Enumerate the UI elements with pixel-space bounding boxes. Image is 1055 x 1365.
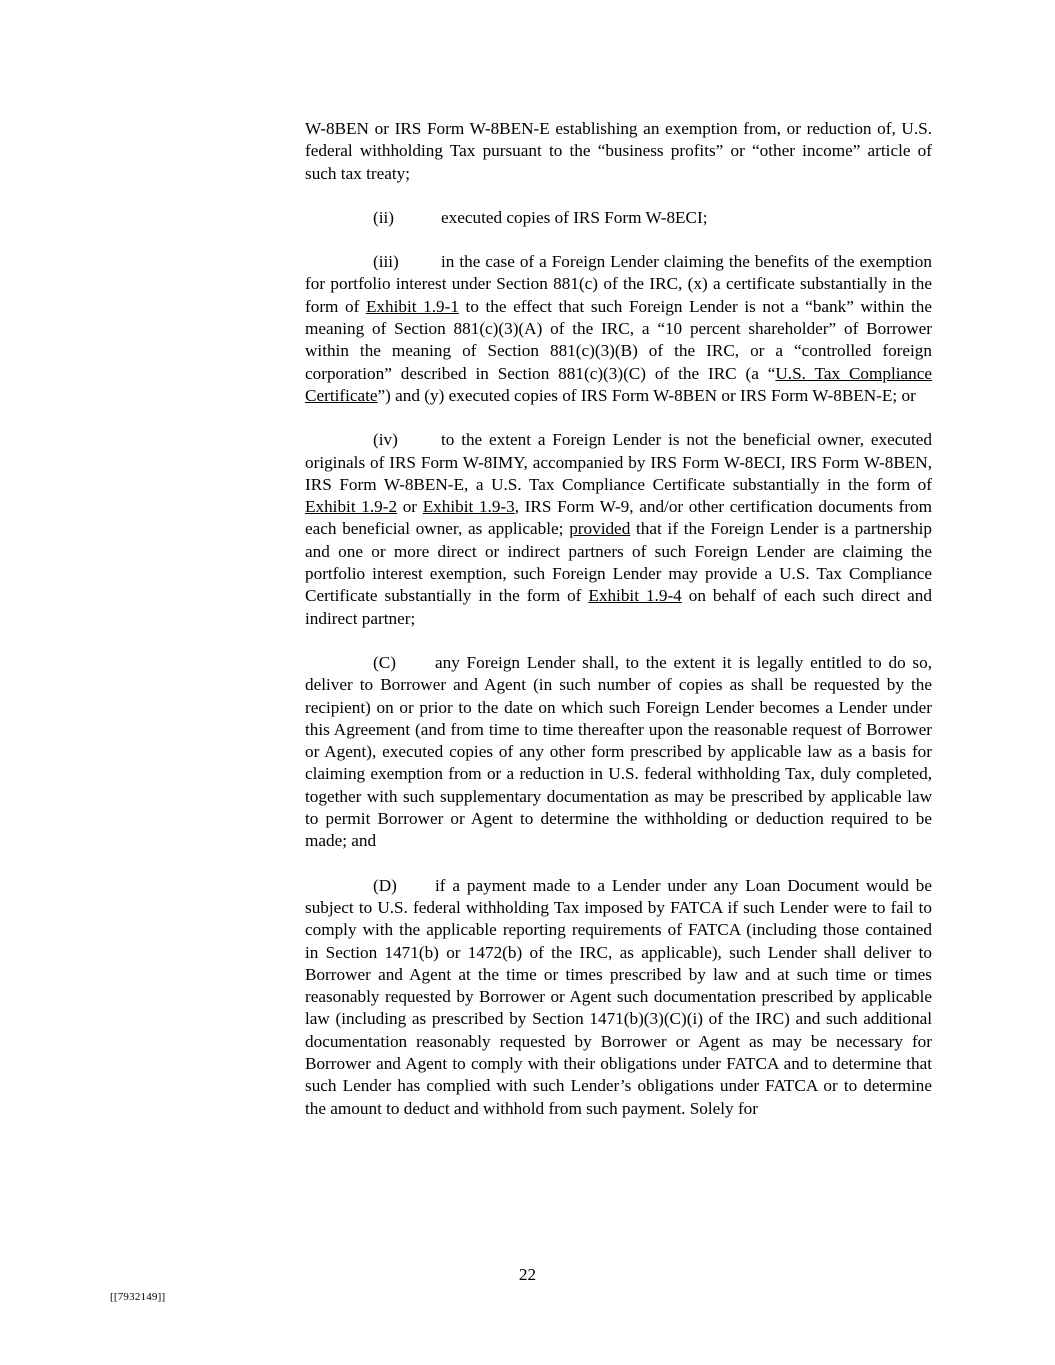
clause-text-iv-part3: , IRS Form W-9, and/or other certification documents from each beneficial owner, as applicable;: [305, 497, 932, 539]
footer-document-stamp: [[7932149]]: [110, 1291, 166, 1303]
clause-marker-ii: (ii): [373, 207, 394, 227]
clause-text-iii-part2: to the effect that such Foreign Lender is not a “bank” within the meaning of Section 881(c)(3)(A) of the IRC, a “10 percent shareholder” of Borrower within the meaning of Section 881(c)(3)(B) of the IRC, or a “controlled foreign corporation” described in Section 881(c)(3)(C) of the IRC (a “: [305, 296, 932, 383]
clause-d: [305, 875, 932, 1120]
exhibit-reference-1-9-1: Exhibit 1.9-1: [365, 296, 459, 316]
defined-term-us-tax-compliance-certificate: U.S. Tax Compliance Certificate: [305, 363, 932, 405]
exhibit-reference-1-9-4: Exhibit 1.9-4: [588, 586, 682, 606]
clause-text-iv-part1: to the extent a Foreign Lender is not the beneficial owner, executed originals of IRS Form W-8IMY, accompanied by IRS Form W-8ECI, IRS Form W-8BEN, IRS Form W-8BEN-E, a U.S. Tax Compliance Certificate substantially in the form of: [305, 430, 932, 494]
clause-text-c: any Foreign Lender shall, to the extent it is legally entitled to do so, deliver to Borrower and Agent (in such number of copies as shall be requested by the recipient) on or prior to the date on which such Foreign Lender becomes a Lender under this Agreement (and from time to time thereafter upon the reasonable request of Borrower or Agent), executed copies of any other form prescribed by applicable law as a basis for claiming exemption from or a reduction in U.S. federal withholding Tax, duly completed, together with such supplementary documentation as may be prescribed by applicable law to permit Borrower or Agent to determine the withholding or deduction required to be made; and: [305, 652, 932, 851]
clause-text-iv-part2: or: [397, 497, 423, 517]
clause-c: [305, 652, 932, 853]
clause-ii: [305, 207, 932, 229]
clause-text-iv-part5: on behalf of each such direct and indirect partner;: [305, 586, 932, 628]
clause-text-iii-part1: in the case of a Foreign Lender claiming the benefits of the exemption for portfolio interest under Section 881(c) of the IRC, (x) a certificate substantially in the form of: [305, 252, 932, 316]
clause-marker-iv: (iv): [373, 430, 398, 450]
clause-marker-c: (C): [373, 652, 396, 672]
page-number: 22: [518, 1265, 537, 1284]
paragraph-text: W-8BEN or IRS Form W-8BEN-E establishing an exemption from, or reduction of, U.S. federal withholding Tax pursuant to the “business profits” or “other income” article of such tax treaty;: [305, 119, 932, 183]
clause-marker-iii: (iii): [373, 252, 399, 272]
clause-iii: [305, 251, 932, 407]
emphasis-provided: provided: [569, 519, 631, 539]
exhibit-reference-1-9-3: Exhibit 1.9-3: [422, 497, 515, 517]
document-body: [305, 118, 932, 1120]
clause-text-ii: executed copies of IRS Form W-8ECI;: [441, 207, 708, 227]
clause-text-iii-part3: ”) and (y) executed copies of IRS Form W-8BEN or IRS Form W-8BEN-E; or: [377, 385, 916, 405]
clause-iv: [305, 429, 932, 630]
paragraph-continuation: [305, 118, 932, 185]
clause-marker-d: (D): [373, 875, 397, 895]
clause-text-iv-part4: that if the Foreign Lender is a partnership and one or more direct or indirect partners of such Foreign Lender are claiming the portfolio interest exemption, such Foreign Lender may provide a U.S. Tax Compliance Certificate substantially in the form of: [305, 519, 932, 606]
exhibit-reference-1-9-2: Exhibit 1.9-2: [305, 497, 398, 517]
clause-text-d: if a payment made to a Lender under any Loan Document would be subject to U.S. federal withholding Tax imposed by FATCA if such Lender were to fail to comply with the applicable reporting requirements of FATCA (including those contained in Section 1471(b) or 1472(b) of the IRC, as applicable), such Lender shall deliver to Borrower and Agent at the time or times prescribed by law and at such time or times reasonably requested by Borrower or Agent such documentation prescribed by applicable law (including as prescribed by Section 1471(b)(3)(C)(i) of the IRC) and such additional documentation reasonably requested by Borrower or Agent as may be necessary for Borrower and Agent to comply with their obligations under FATCA and to determine that such Lender has complied with such Lender’s obligations under FATCA or to determine the amount to deduct and withhold from such payment. Solely for: [305, 875, 932, 1118]
